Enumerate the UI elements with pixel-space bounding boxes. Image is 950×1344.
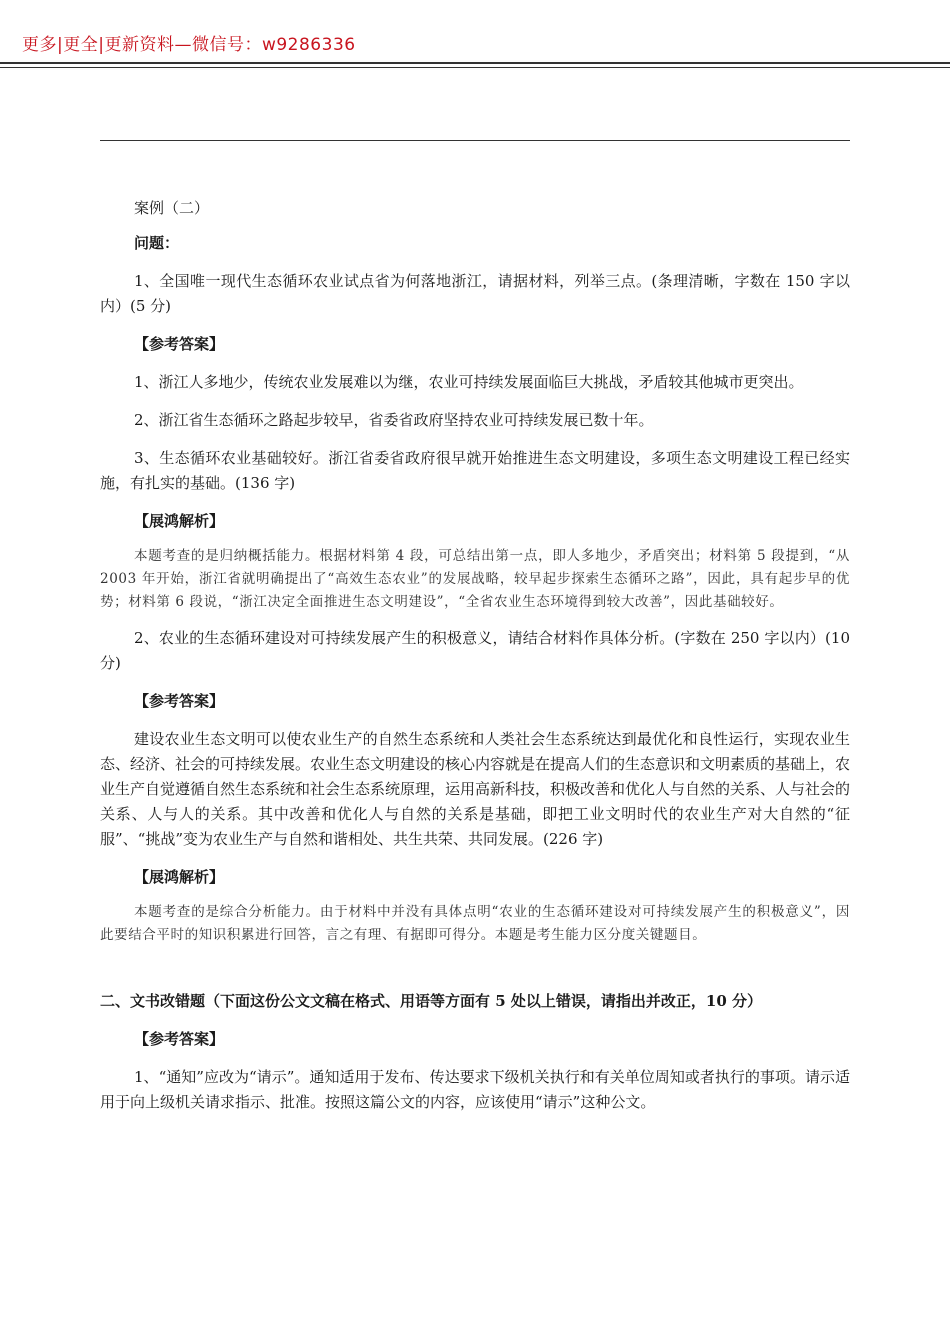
q2-answer: 建设农业生态文明可以使农业生产的自然生态系统和人类社会生态系统达到最优化和良性运行，实现农业生态、经济、社会的可持续发展。农业生态文明建设的核心内容就是在提高人们的生态意识和文明素质的基础上，农业生产自觉遵循自然生态系统和社会生态系统原理，运用高新科技，积极改善和优化人与自然的关系、人与社会的关系、人与人的关系。其中改善和优化人与自然的关系是基础，即把工业文明时代的农业生产对大自然的“征服”、“挑战”变为农业生产与自然和谐相处、共生共荣、共同发展。(226 字): [100, 730, 851, 848]
questions-label: 问题：: [134, 234, 180, 252]
q2-answer-label: 【参考答案】: [134, 692, 225, 710]
header-rule-thin: [0, 67, 950, 68]
q1-answer-label: 【参考答案】: [134, 335, 225, 353]
header-rule-thick: [0, 62, 950, 64]
section2-title: 二、文书改错题（下面这份公文文稿在格式、用语等方面有 5 处以上错误，请指出并改正，10 分）: [100, 992, 762, 1010]
q2-analysis-label: 【展鸿解析】: [134, 868, 225, 886]
q1-answer-3: 3、生态循环农业基础较好。浙江省委省政府很早就开始推进生态文明建设，多项生态文明建设工程已经实施，有扎实的基础。(136 字): [100, 449, 850, 492]
section2-answer: 1、“通知”应改为“请示”。通知适用于发布、传达要求下级机关执行和有关单位周知或者执行的事项。请示适用于向上级机关请求指示、批准。按照这篇公文的内容，应该使用“请示”这种公文。: [100, 1068, 850, 1111]
q1-analysis-label: 【展鸿解析】: [134, 512, 225, 530]
q2-question: 2、农业的生态循环建设对可持续发展产生的积极意义，请结合材料作具体分析。(字数在 250 字以内）(10 分): [100, 629, 850, 672]
q1-question: 1、全国唯一现代生态循环农业试点省为何落地浙江，请据材料，列举三点。(条理清晰，字数在 150 字以内）(5 分): [100, 272, 850, 315]
case-title: 案例（二）: [134, 199, 210, 217]
q1-answer-2: 2、浙江省生态循环之路起步较早，省委省政府坚持农业可持续发展已数十年。: [134, 411, 654, 429]
q2-analysis: 本题考查的是综合分析能力。由于材料中并没有具体点明“农业的生态循环建设对可持续发展产生的积极意义”，因此要结合平时的知识积累进行回答，言之有理、有据即可得分。本题是考生能力区分度关键题目。: [100, 904, 850, 943]
q1-analysis: 本题考查的是归纳概括能力。根据材料第 4 段，可总结出第一点，即人多地少，矛盾突出；材料第 5 段提到，“从 2003 年开始，浙江省就明确提出了“高效生态农业”的发展战略，较早起步探索生态循环之路”，因此，具有起步早的优势；材料第 6 段说，“浙江决定全面推进生态文明建设”，“全省农业生态环境得到较大改善”，因此基础较好。: [100, 548, 850, 610]
document-body: [100, 196, 850, 1115]
page-top-rule: [100, 140, 850, 141]
section2-answer-label: 【参考答案】: [134, 1030, 225, 1048]
watermark-text: 更多|更全|更新资料—微信号：w9286336: [22, 35, 356, 55]
q1-answer-1: 1、浙江人多地少，传统农业发展难以为继，农业可持续发展面临巨大挑战，矛盾较其他城市更突出。: [134, 373, 804, 391]
